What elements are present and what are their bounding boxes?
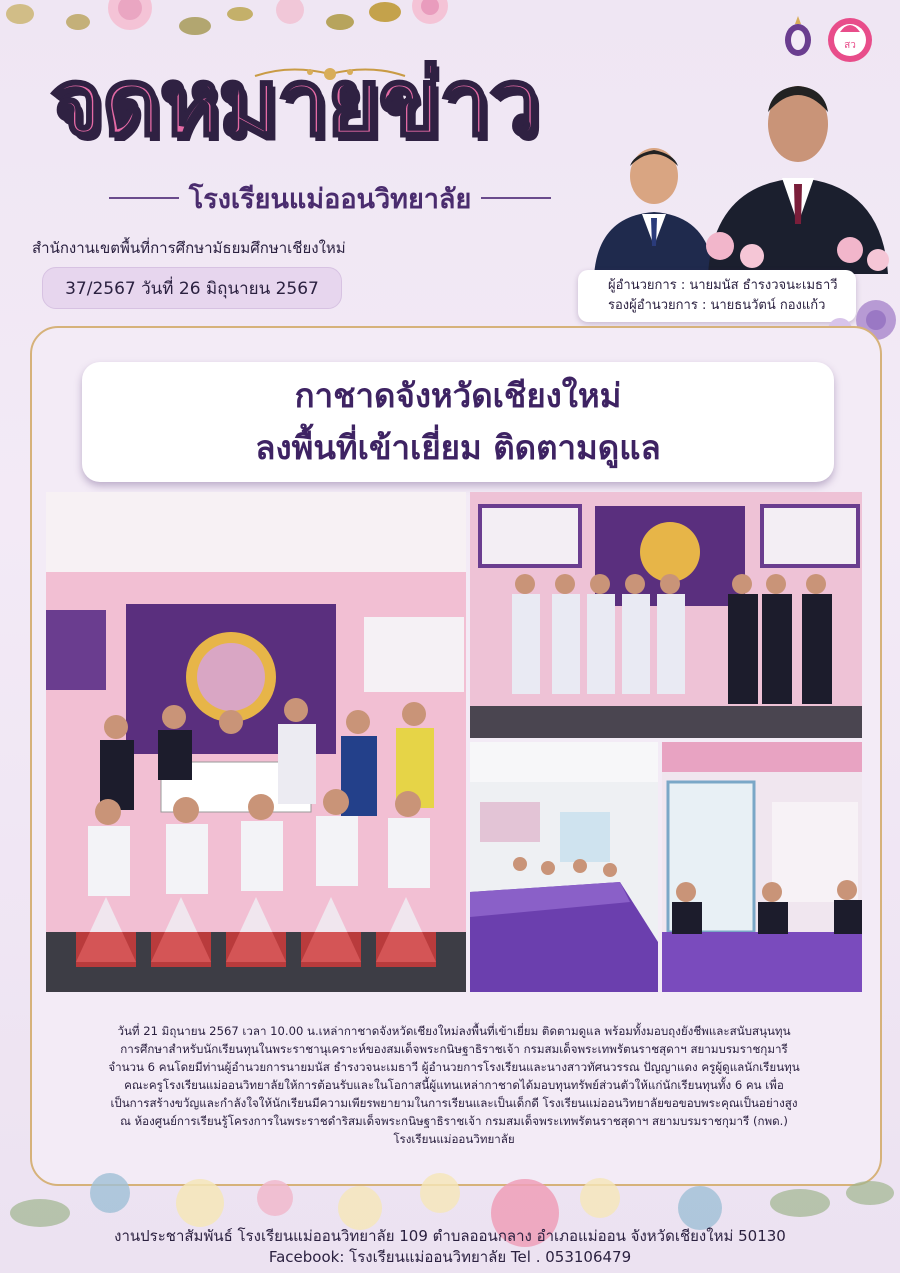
organization-emblem-icon (826, 10, 874, 64)
school-emblem-icon (782, 16, 814, 58)
article-line: วันที่ 21 มิถุนายน 2567 เวลา 10.00 น.เหล่ากาชาดจังหวัดเชียงใหม่ลงพื้นที่เข้าเยี่ยม ติดตามดูแล พร้อมทั้งมอบถุงยังชีพและสนับสนุนทุน (117, 1024, 791, 1038)
headline-line-1: กาชาดจังหวัดเชียงใหม่ (294, 376, 622, 415)
footer-address: งานประชาสัมพันธ์ โรงเรียนแม่ออนวิทยาลัย 109 ตำบลออนกลาง อำเภอแม่ออน จังหวัดเชียงใหม่ 50130 (114, 1227, 786, 1245)
education-office: สำนักงานเขตพื้นที่การศึกษามัธยมศึกษาเชียงใหม่ (32, 239, 346, 257)
svg-text:สว: สว (844, 40, 856, 51)
article-line: คณะครูโรงเรียนแม่ออนวิทยาลัยให้การต้อนรับและในโอกาสนี้ผู้แทนเหล่ากาชาดได้มอบทุนทรัพย์ส่วนตัวให้แก่นักเรียนทุนทั้ง 6 คน เพื่อ (124, 1078, 784, 1092)
divider-right (481, 197, 551, 199)
headline-line-2: ลงพื้นที่เข้าเยี่ยม ติดตามดูแล (255, 428, 661, 467)
article-line: เป็นการสร้างขวัญและกำลังใจให้นักเรียนมีความเพียรพยายามในการเรียนและเป็นเด็กดี โรงเรียนแม่ออนวิทยาลัยขอขอบพระคุณเป็นอย่างสูง (110, 1096, 798, 1110)
article-line: โรงเรียนแม่ออนวิทยาลัย (393, 1132, 515, 1146)
photo-seated-staff (662, 742, 862, 992)
logo-group (782, 10, 874, 64)
newsletter-title: จดหมายข่าว (50, 49, 539, 156)
divider-left (109, 197, 179, 199)
director-name: ผู้อำนวยการ : นายมนัส ธำรงวจนะเมธาวี (608, 278, 838, 293)
director-portrait (700, 74, 896, 274)
article-line: ณ ห้องศูนย์การเรียนรู้โครงการในพระราชดำริสมเด็จพระกนิษฐาธิราชเจ้า กรมสมเด็จพระเทพรัตนราชสุดาฯ สยามบรมราชกุมารี (กพด.) (120, 1114, 788, 1128)
article-line: จำนวน 6 คนโดยมีท่านผู้อำนวยการนายมนัส ธำรงวจนะเมธาวี ผู้อำนวยการโรงเรียนและนางสาวทัศนวรรณ ปัญญาแดง ครูผู้ดูแลนักเรียนทุน (108, 1060, 800, 1074)
article-body (64, 1022, 844, 1148)
photo-meeting-room (470, 742, 658, 992)
photo-fund-presentation (470, 492, 862, 738)
deputy-director-name: รองผู้อำนวยการ : นายธนวัตน์ กองแก้ว (608, 298, 826, 313)
school-name: โรงเรียนแม่ออนวิทยาลัย (188, 183, 472, 215)
headline-box (82, 362, 834, 482)
photo-group-donation (46, 492, 466, 992)
issue-badge: 37/2567 วันที่ 26 มิถุนายน 2567 (42, 267, 342, 309)
article-line: การศึกษาสำหรับนักเรียนทุนในพระราชานุเคราะห์ของสมเด็จพระกนิษฐาธิราชเจ้า กรมสมเด็จพระเทพรัตนราชสุดาฯ สยามบรมราชกุมารี (120, 1042, 788, 1056)
footer (0, 1226, 900, 1268)
school-name-banner (70, 176, 590, 220)
footer-contact: Facebook: โรงเรียนแม่ออนวิทยาลัย Tel . 053106479 (268, 1248, 632, 1266)
